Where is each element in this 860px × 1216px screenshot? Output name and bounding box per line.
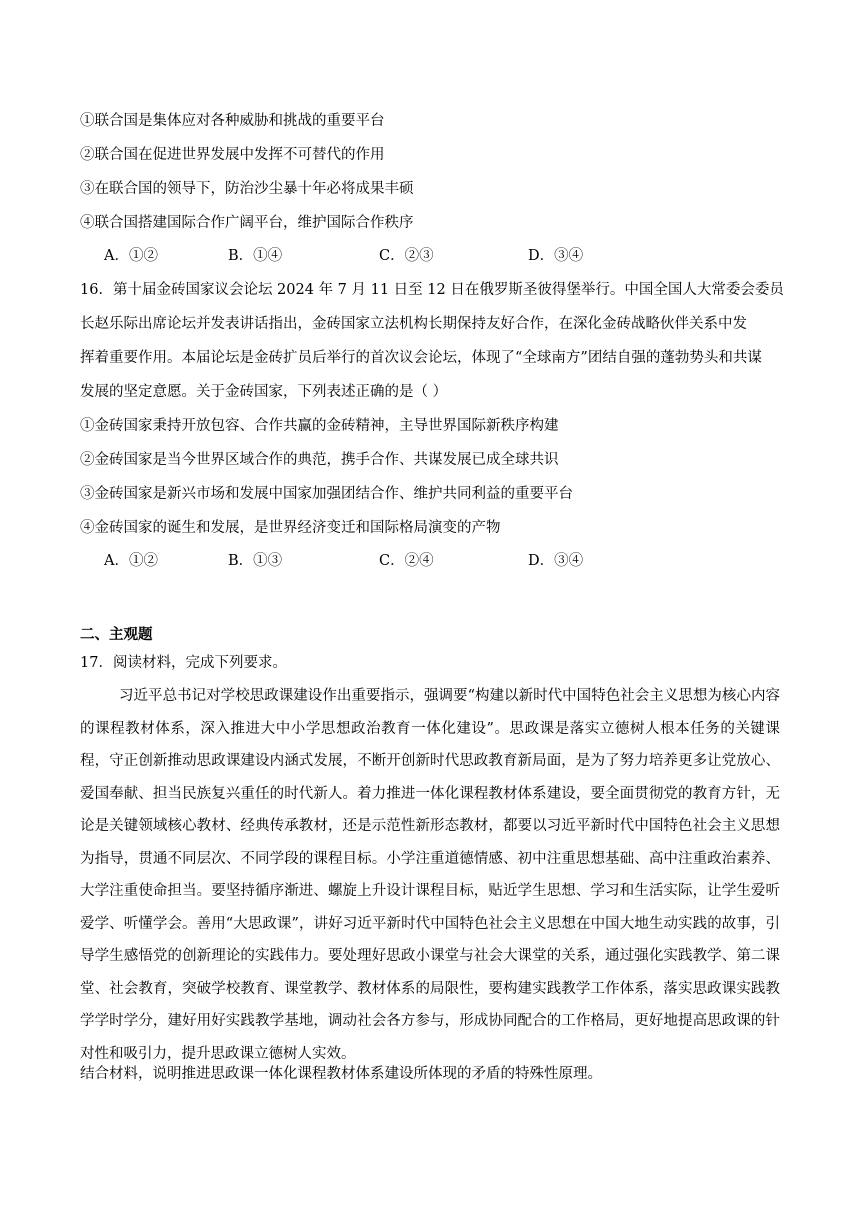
q16-stem-line-1: 16．第十届金砖国家议会论坛 2024 年 7 月 11 日至 12 日在俄罗斯圣彼得堡举行。中国全国人大常委会委员	[80, 282, 784, 298]
q16-statement-1: ①金砖国家秉持开放包容、合作共赢的金砖精神，主导世界国际新秩序构建	[80, 418, 559, 434]
q16-stem-line-3: 挥着重要作用。本届论坛是金砖扩员后举行的首次议会论坛，体现了“全球南方”团结自强的蓬勃势头和共谋	[80, 350, 762, 366]
q15-option-a[interactable]: A．①②	[104, 248, 158, 264]
q15-statement-2: ②联合国在促进世界发展中发挥不可替代的作用	[80, 147, 385, 163]
q15-option-d[interactable]: D．③④	[528, 248, 584, 264]
q15-statement-3: ③在联合国的领导下，防治沙尘暴十年必将成果丰硕	[80, 181, 414, 197]
q15-option-b[interactable]: B．①④	[228, 248, 283, 264]
q17-material-paragraph: 习近平总书记对学校思政课建设作出重要指示，强调要“构建以新时代中国特色社会主义思想为核心内容的课程教材体系，深入推进大中小学思想政治教育一体化建设”。思政课是落实立德树人根本任务的关键课程，守正创新推动思政课建设内涵式发展，不断开创新时代思政教育新局面，是为了努力培养更多让党放心、爱国奉献、担当民族复兴重任的时代新人。着力推进一体化课程教材体系建设，要全面贯彻党的教育方针，无论是关键领域核心教材、经典传承教材，还是示范性新形态教材，都要以习近平新时代中国特色社会主义思想为指导，贯通不同层次、不同学段的课程目标。小学注重道德情感、初中注重思想基础、高中注重政治素养、大学注重使命担当。要坚持循序渐进、螺旋上升设计课程目标，贴近学生思想、学习和生活实际，让学生爱听爱学、听懂学会。善用“大思政课”，讲好习近平新时代中国特色社会主义思想在中国大地生动实践的故事，引导学生感悟党的创新理论的实践伟力。要处理好思政小课堂与社会大课堂的关系，通过强化实践教学、第二课堂、社会教育，突破学校教育、课堂教学、教材体系的局限性，要构建实践教学工作体系，落实思政课实践教学学时学分，建好用好实践教学基地，调动社会各方参与，形成协同配合的工作格局，更好地提高思政课的针对性和吸引力，提升思政课立德树人实效。	[80, 688, 780, 1062]
q16-option-b[interactable]: B．①③	[228, 553, 283, 569]
section-heading: 二、主观题	[80, 626, 153, 643]
q17-task: 结合材料，说明推进思政课一体化课程教材体系建设所体现的矛盾的特殊性原理。	[80, 1066, 602, 1082]
q16-option-d[interactable]: D．③④	[528, 553, 584, 569]
q16-statement-2: ②金砖国家是当今世界区域合作的典范，携手合作、共谋发展已成全球共识	[80, 452, 559, 468]
q15-option-c[interactable]: C．②③	[379, 248, 434, 264]
q15-statement-4: ④联合国搭建国际合作广阔平台，维护国际合作秩序	[80, 215, 414, 231]
q16-statement-3: ③金砖国家是新兴市场和发展中国家加强团结合作、维护共同利益的重要平台	[80, 486, 573, 502]
q15-statement-1: ①联合国是集体应对各种威胁和挑战的重要平台	[80, 113, 385, 129]
q16-stem-line-2: 长赵乐际出席论坛并发表讲话指出，金砖国家立法机构长期保持友好合作，在深化金砖战略伙伴关系中发	[80, 316, 747, 332]
q17-intro: 17．阅读材料，完成下列要求。	[80, 655, 287, 671]
q16-option-c[interactable]: C．②④	[379, 553, 434, 569]
q16-option-a[interactable]: A．①②	[104, 553, 158, 569]
q16-statement-4: ④金砖国家的诞生和发展，是世界经济变迁和国际格局演变的产物	[80, 520, 501, 536]
q16-stem-line-4: 发展的坚定意愿。关于金砖国家，下列表述正确的是（ ）	[80, 384, 448, 400]
